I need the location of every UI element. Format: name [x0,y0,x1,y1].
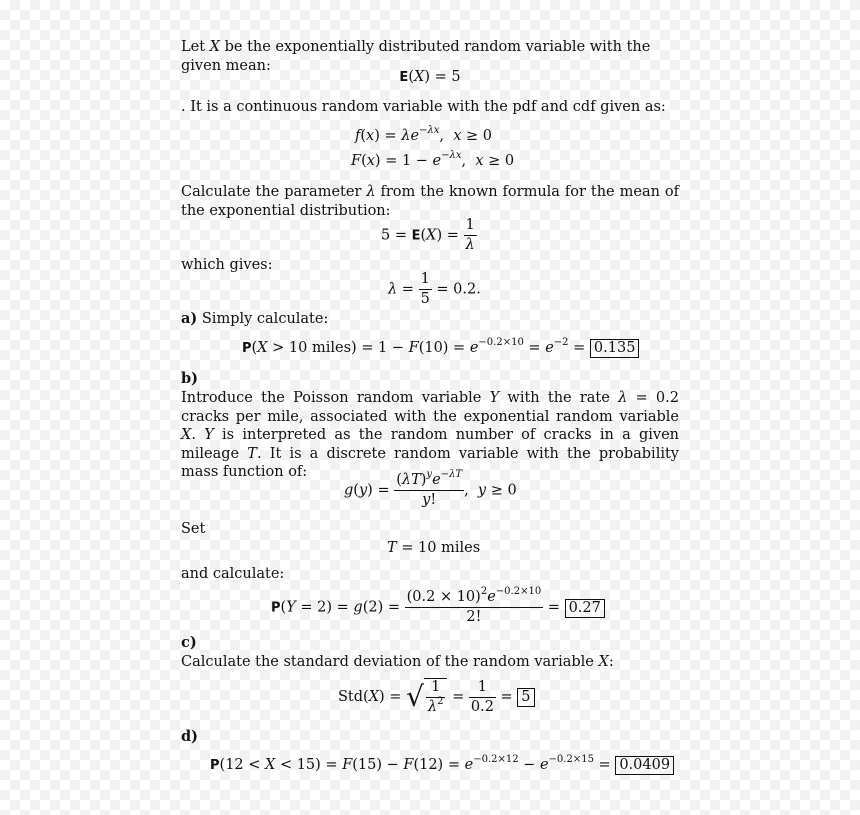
which-gives-text: which gives: [181,257,273,273]
equation-lambda: λ = $\frac{1}{5}$ = 0.2. [388,271,481,307]
part-a-text: Simply calculate: [201,311,329,327]
answer-d: 0.0409 [615,756,674,775]
intro-text: Let X be the exponentially distributed random variable with the given mean: [181,39,651,74]
part-b-label: b) [181,370,198,387]
calc-param-text: Calculate the parameter λ from the known formula for the mean of the exponential distribution: [181,184,679,219]
part-a-label: a) [181,310,198,327]
part-d-label: d) [181,728,198,745]
equation-cdf: $F(x) = 1 - e^{-\lambda x}$, x ≥ 0 [351,150,515,169]
answer-c: 5 [517,688,534,707]
equation-pmf: g(y) = $\frac{(\lambda T)^ye^{-\lambda T}}{y!}$ , y ≥ 0 [344,469,517,508]
part-c-label: c) [181,634,197,651]
equation-T: T = 10 miles [387,540,481,556]
equation-part-c: Std(X) = √ $\frac{1}{\lambda^2}$ = $\frac{1}{0.2}$ = 5 [338,678,535,716]
and-calculate-text: and calculate: [181,566,285,582]
equation-part-d: $P(12 < X < 15) = F(15) - F(12) = e^{-0.2\times 12} - e^{-0.2\times 15} = 0.0409$ [210,756,674,776]
answer-a: 0.135 [590,339,640,358]
part-c-text: Calculate the standard deviation of the random variable X: [181,654,614,670]
equation-mean: E(X) = 5 [399,69,461,85]
set-text: Set [181,521,206,537]
equation-pdf: $f(x) = \lambda e^{-\lambda x}$, x ≥ 0 [355,125,493,144]
part-a-heading [181,310,679,329]
intro-text-2: . It is a continuous random variable with the pdf and cdf given as: [181,99,666,115]
answer-b: 0.27 [565,599,605,618]
part-b-text: Introduce the Poisson random variable Y with the rate λ = 0.2 cracks per mile, associated with the exponential random variable X. Y is interpreted as the random number of cracks in a given mileage T. It is a discrete random variable with the probability mass function of: [181,390,680,480]
equation-mean-formula: 5 = E(X) = $\frac{1}{\lambda}$ [381,217,475,253]
equation-part-b: P(Y = 2) = g(2) = $\frac{(0.2 \times 10)^2e^{-0.2\times 10}}{2!}$ = 0.27 [271,589,605,626]
equation-part-a: P(X > 10 miles) = $1 - F(10) = e^{-0.2\times 10} = e^{-2} = 0.135$ [242,339,639,359]
